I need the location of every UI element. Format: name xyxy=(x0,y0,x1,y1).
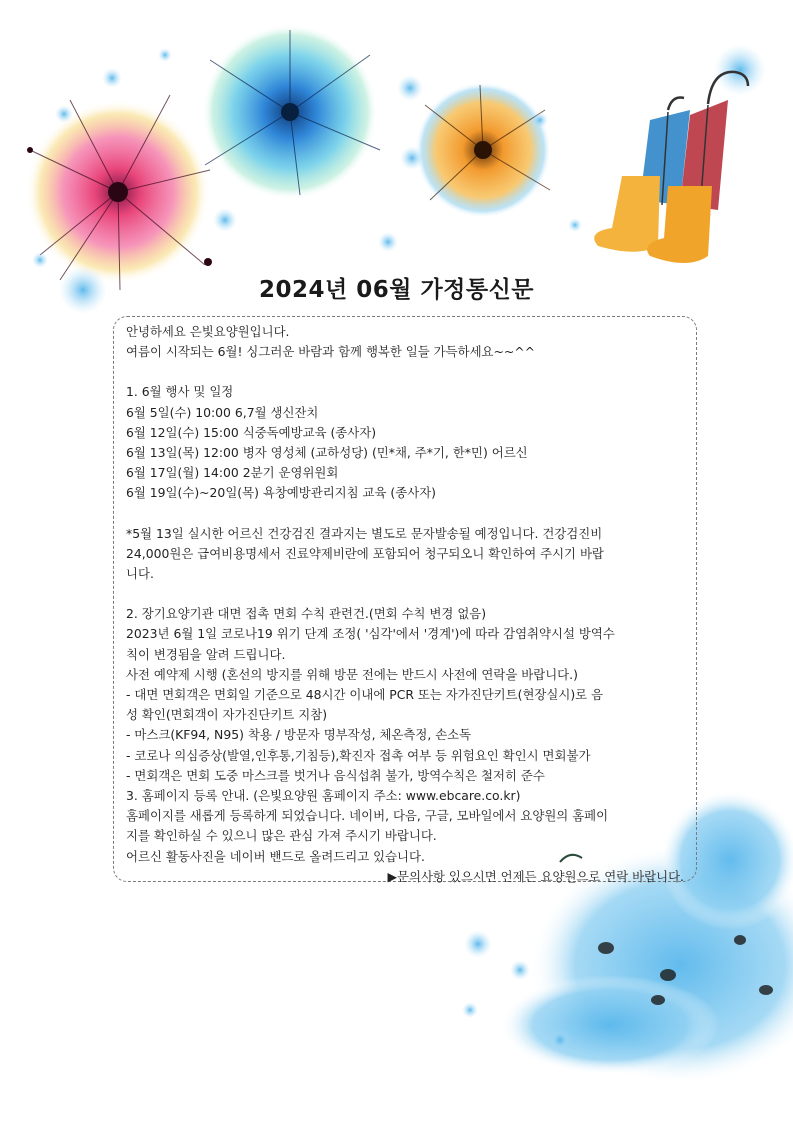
visit-rule-line: 칙이 변경됨을 알려 드립니다. xyxy=(126,646,286,662)
greeting-line: 여름이 시작되는 6월! 싱그러운 바람과 함께 행복한 일들 가득하세요~~^^ xyxy=(126,344,536,360)
event-item: 6월 13일(목) 12:00 병자 영성체 (교하성당) (민*채, 주*기, 한*민) 어르신 xyxy=(126,445,528,461)
pink-flower xyxy=(26,95,212,290)
visit-rule-line: - 면회객은 면회 도중 마스크를 벗거나 음식섭취 불가, 방역수칙은 철저히 준수 xyxy=(126,767,545,783)
blue-flower xyxy=(202,24,380,200)
event-item: 6월 17일(월) 14:00 2분기 운영위원회 xyxy=(126,465,339,481)
letter-content-box xyxy=(113,316,697,882)
health-check-note: 니다. xyxy=(126,566,154,582)
homepage-line: 지를 확인하실 수 있으니 많은 관심 가져 주시기 바랍니다. xyxy=(126,828,437,844)
health-check-note: *5월 13일 실시한 어르신 건강검진 결과지는 별도로 문자발송될 예정입니다. 건강검진비 xyxy=(126,525,603,541)
closing-contact-line: ▶문의사항 있으시면 언제든 요양원으로 연락 바랍니다. xyxy=(387,868,684,884)
visit-rule-line: - 마스크(KF94, N95) 착용 / 방문자 명부작성, 체온측정, 손소독 xyxy=(126,727,472,743)
event-item: 6월 5일(수) 10:00 6,7월 생신잔치 xyxy=(126,404,319,420)
homepage-line: 홈페이지를 새롭게 등록하게 되었습니다. 네이버, 다음, 구글, 모바일에서 요양원의 홈페이 xyxy=(126,808,609,824)
event-item: 6월 19일(수)~20일(목) 욕창예방관리지침 교육 (종사자) xyxy=(126,485,437,501)
spacer xyxy=(126,584,686,604)
spacer xyxy=(126,504,686,524)
section-heading: 3. 홈페이지 등록 안내. (은빛요양원 홈페이지 주소: www.ebcare.co.kr) xyxy=(126,788,521,804)
page-title: 2024년 06월 가정통신문 xyxy=(258,277,535,303)
homepage-line: 어르신 활동사진을 네이버 밴드로 올려드리고 있습니다. xyxy=(126,848,425,864)
orange-flower xyxy=(415,82,551,218)
visit-rule-line: 성 확인(면회객이 자가진단키트 지참) xyxy=(126,707,328,723)
visit-rule-line: 2023년 6월 1일 코로나19 위기 단계 조정( '심각'에서 '경계')에 따라 감염취약시설 방역수 xyxy=(126,626,615,642)
visit-rule-line: 사전 예약제 시행 (혼선의 방지를 위해 방문 전에는 반드시 사전에 연락을 바랍니다.) xyxy=(126,666,578,682)
spacer xyxy=(126,362,686,382)
umbrella-boots xyxy=(594,44,766,263)
event-item: 6월 12일(수) 15:00 식중독예방교육 (종사자) xyxy=(126,424,377,440)
visit-rule-line: - 대면 면회객은 면회일 기준으로 48시간 이내에 PCR 또는 자가진단키트(현장실시)로 음 xyxy=(126,687,604,703)
section-heading: 1. 6월 행사 및 일정 xyxy=(126,384,234,400)
health-check-note: 24,000원은 급여비용명세서 진료약제비란에 포함되어 청구되오니 확인하여 주시기 바랍 xyxy=(126,545,604,561)
visit-rule-line: - 코로나 의심증상(발열,인후통,기침등),확진자 접촉 여부 등 위험요인 확인시 면회불가 xyxy=(126,747,591,763)
section-heading: 2. 장기요양기관 대면 접촉 면회 수칙 관련건.(면회 수칙 변경 없음) xyxy=(126,606,487,622)
greeting-line: 안녕하세요 은빛요양원입니다. xyxy=(126,324,290,339)
